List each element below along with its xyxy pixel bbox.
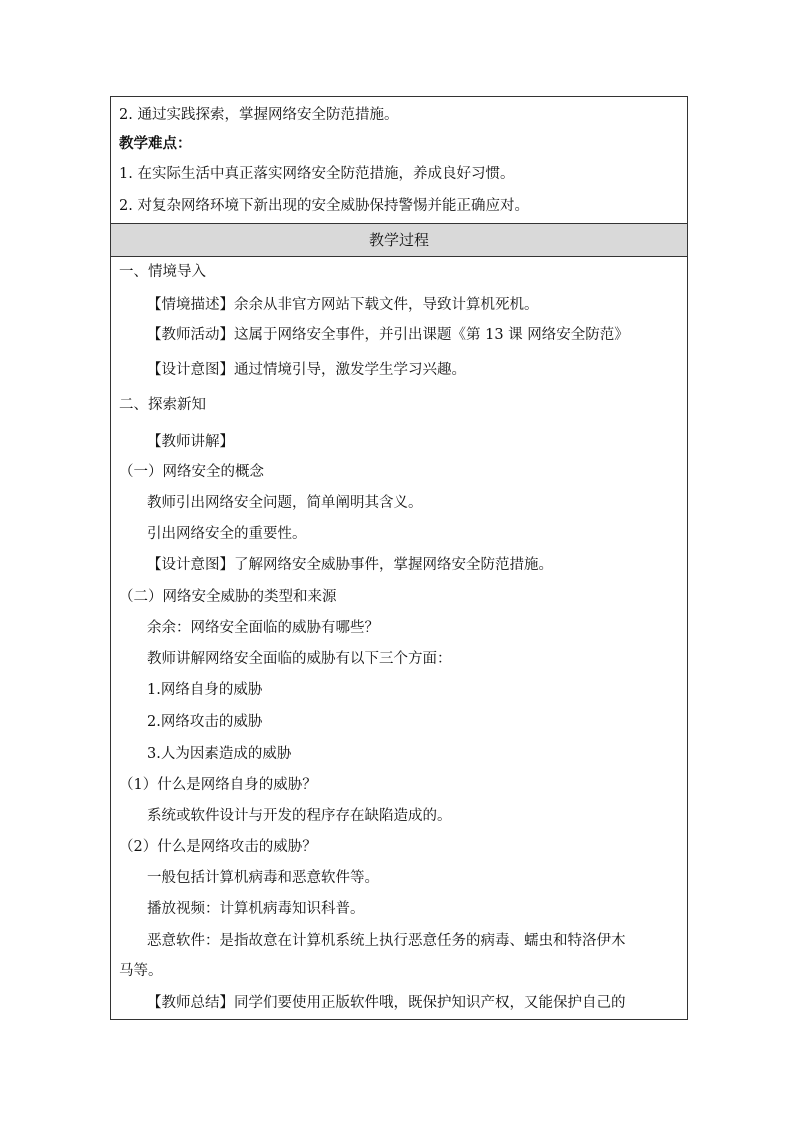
difficulty-item-2: 2. 对复杂网络环境下新出现的安全威胁保持警惕并能正确应对。 — [119, 198, 529, 214]
goal-item-2: 2. 通过实践探索，掌握网络安全防范措施。 — [119, 107, 399, 123]
threat-item-3: 3.人为因素造成的威胁 — [147, 746, 292, 762]
teacher-activity: 【教师活动】这属于网络安全事件，并引出课题《第 13 课 网络安全防范》 — [147, 327, 629, 343]
teacher-explain-label: 【教师讲解】 — [147, 434, 234, 450]
scenario-description: 【情境描述】余余从非官方网站下载文件，导致计算机死机。 — [147, 297, 539, 313]
process-header-row — [111, 223, 687, 257]
subsection-concept: （一）网络安全的概念 — [119, 464, 264, 480]
process-header: 教学过程 — [368, 231, 429, 249]
teaching-process-cell — [111, 257, 687, 1019]
threat-item-2: 2.网络攻击的威胁 — [147, 714, 263, 730]
section-heading-intro: 一、情境导入 — [119, 264, 206, 280]
answer-2: 一般包括计算机病毒和恶意软件等。 — [147, 870, 379, 886]
question-text: 余余：网络安全面临的威胁有哪些？ — [147, 620, 379, 636]
teaching-focus-cell — [111, 97, 687, 223]
lesson-plan-table — [110, 96, 688, 1020]
video-note: 播放视频：计算机病毒知识科普。 — [147, 901, 365, 917]
subsection-threat-types: （二）网络安全威胁的类型和来源 — [119, 589, 337, 605]
malware-definition-line-1: 恶意软件：是指故意在计算机系统上执行恶意任务的病毒、蠕虫和特洛伊木 — [147, 933, 626, 949]
malware-definition-line-2: 马等。 — [119, 963, 163, 979]
difficulty-heading: 教学难点： — [119, 135, 192, 152]
difficulty-item-1: 1. 在实际生活中真正落实网络安全防范措施，养成良好习惯。 — [119, 166, 515, 182]
design-intent-intro: 【设计意图】通过情境引导，激发学生学习兴趣。 — [147, 362, 466, 378]
concept-text-2: 引出网络安全的重要性。 — [147, 526, 307, 542]
design-intent-concept: 【设计意图】了解网络安全威胁事件，掌握网络安全防范措施。 — [147, 557, 553, 573]
answer-1: 系统或软件设计与开发的程序存在缺陷造成的。 — [147, 808, 452, 824]
threats-intro: 教师讲解网络安全面临的威胁有以下三个方面： — [147, 651, 452, 667]
question-2: （2）什么是网络攻击的威胁？ — [119, 839, 317, 855]
question-1: （1）什么是网络自身的威胁？ — [119, 777, 317, 793]
concept-text-1: 教师引出网络安全问题，简单阐明其含义。 — [147, 495, 423, 511]
teacher-summary: 【教师总结】同学们要使用正版软件哦，既保护知识产权，又能保护自己的 — [147, 995, 626, 1011]
threat-item-1: 1.网络自身的威胁 — [147, 682, 263, 698]
section-heading-explore: 二、探索新知 — [119, 397, 206, 413]
